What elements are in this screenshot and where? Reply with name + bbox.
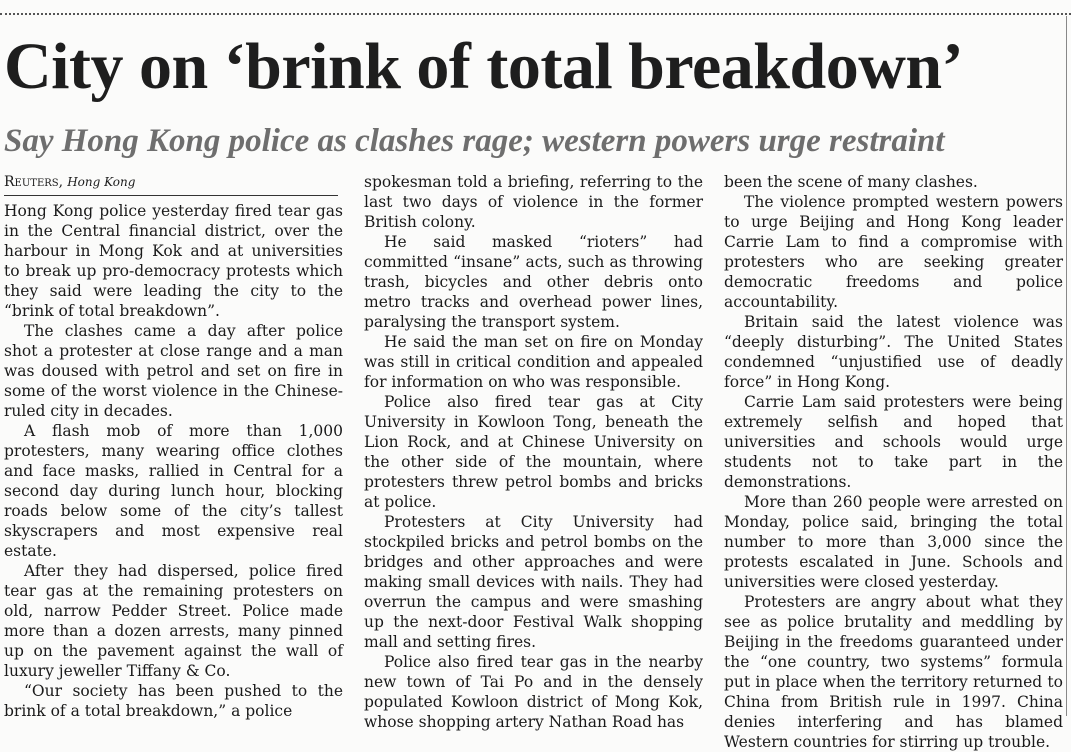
- paragraph: After they had dispersed, police fired tear gas at the remaining protesters on old, narrow Pedder Street. Police made more than a dozen arrests, many pinned up on the pavement against the wall of luxury jeweller Tiffany & Co.: [4, 562, 343, 680]
- paragraph: The violence prompted western powers to urge Beijing and Hong Kong leader Carrie Lam to find a compromise with protesters who are seeking greater democratic freedoms and police accountability.: [724, 193, 1063, 311]
- right-column-rule: [1066, 16, 1067, 716]
- paragraph: been the scene of many clashes.: [724, 173, 978, 191]
- paragraph: Hong Kong police yesterday fired tear gas in the Central financial district, over the harbour in Mong Kok and at universities to break up pro-democracy protests which they said were leading the city to the “brink of total breakdown”.: [4, 202, 343, 320]
- paragraph: Police also fired tear gas in the nearby new town of Tai Po and in the densely populated Kowloon district of Mong Kok, whose shopping artery Nathan Road has: [364, 653, 703, 731]
- paragraph: spokesman told a briefing, referring to the last two days of violence in the former British colony.: [364, 173, 703, 231]
- article-column-3: [724, 172, 1063, 752]
- paragraph: Protesters at City University had stockpiled bricks and petrol bombs on the bridges and other approaches and were making small devices with nails. They had overrun the campus and were smashing up the next-door Festival Walk shopping mall and setting fires.: [364, 513, 703, 651]
- paragraph: Protesters are angry about what they see as police brutality and meddling by Beijing in the freedoms guaranteed under the “one country, two systems” formula put in place when the territory returned to China from British rule in 1997. China denies interfering and has blamed Western countries for stirring up trouble.: [724, 593, 1063, 751]
- paragraph: More than 260 people were arrested on Monday, police said, bringing the total number to more than 3,000 since the protests escalated in June. Schools and universities were closed yesterday.: [724, 493, 1063, 591]
- byline-agency: Reuters,: [4, 174, 64, 190]
- paragraph: Carrie Lam said protesters were being extremely selfish and hoped that universities and schools would urge students not to take part in the demonstrations.: [724, 393, 1063, 491]
- top-dotted-rule: [0, 13, 1071, 15]
- article-column-2: [364, 172, 703, 732]
- paragraph: He said the man set on fire on Monday was still in critical condition and appealed for information on who was responsible.: [364, 333, 703, 391]
- paragraph: Britain said the latest violence was “deeply disturbing”. The United States condemned “unjustified use of deadly force” in Hong Kong.: [724, 313, 1063, 391]
- paragraph: “Our society has been pushed to the brink of a total breakdown,” a police: [4, 682, 343, 720]
- paragraph: He said masked “rioters” had committed “insane” acts, such as throwing trash, bicycles and other debris onto metro tracks and overhead power lines, paralysing the transport system.: [364, 233, 703, 331]
- byline-location: Hong Kong: [67, 175, 136, 189]
- paragraph: The clashes came a day after police shot a protester at close range and a man was doused with petrol and set on fire in some of the worst violence in the Chinese-ruled city in decades.: [4, 322, 343, 420]
- article-column-1: [4, 172, 343, 721]
- subheadline: Say Hong Kong police as clashes rage; western powers urge restraint: [4, 123, 945, 159]
- byline: [4, 172, 338, 196]
- paragraph: Police also fired tear gas at City University in Kowloon Tong, beneath the Lion Rock, and at Chinese University on the other side of the mountain, where protesters threw petrol bombs and bricks at police.: [364, 393, 703, 511]
- paragraph: A flash mob of more than 1,000 protesters, many wearing office clothes and face masks, rallied in Central for a second day during lunch hour, blocking roads below some of the city’s tallest skyscrapers and most expensive real estate.: [4, 422, 343, 560]
- headline: City on ‘brink of total breakdown’: [4, 30, 964, 103]
